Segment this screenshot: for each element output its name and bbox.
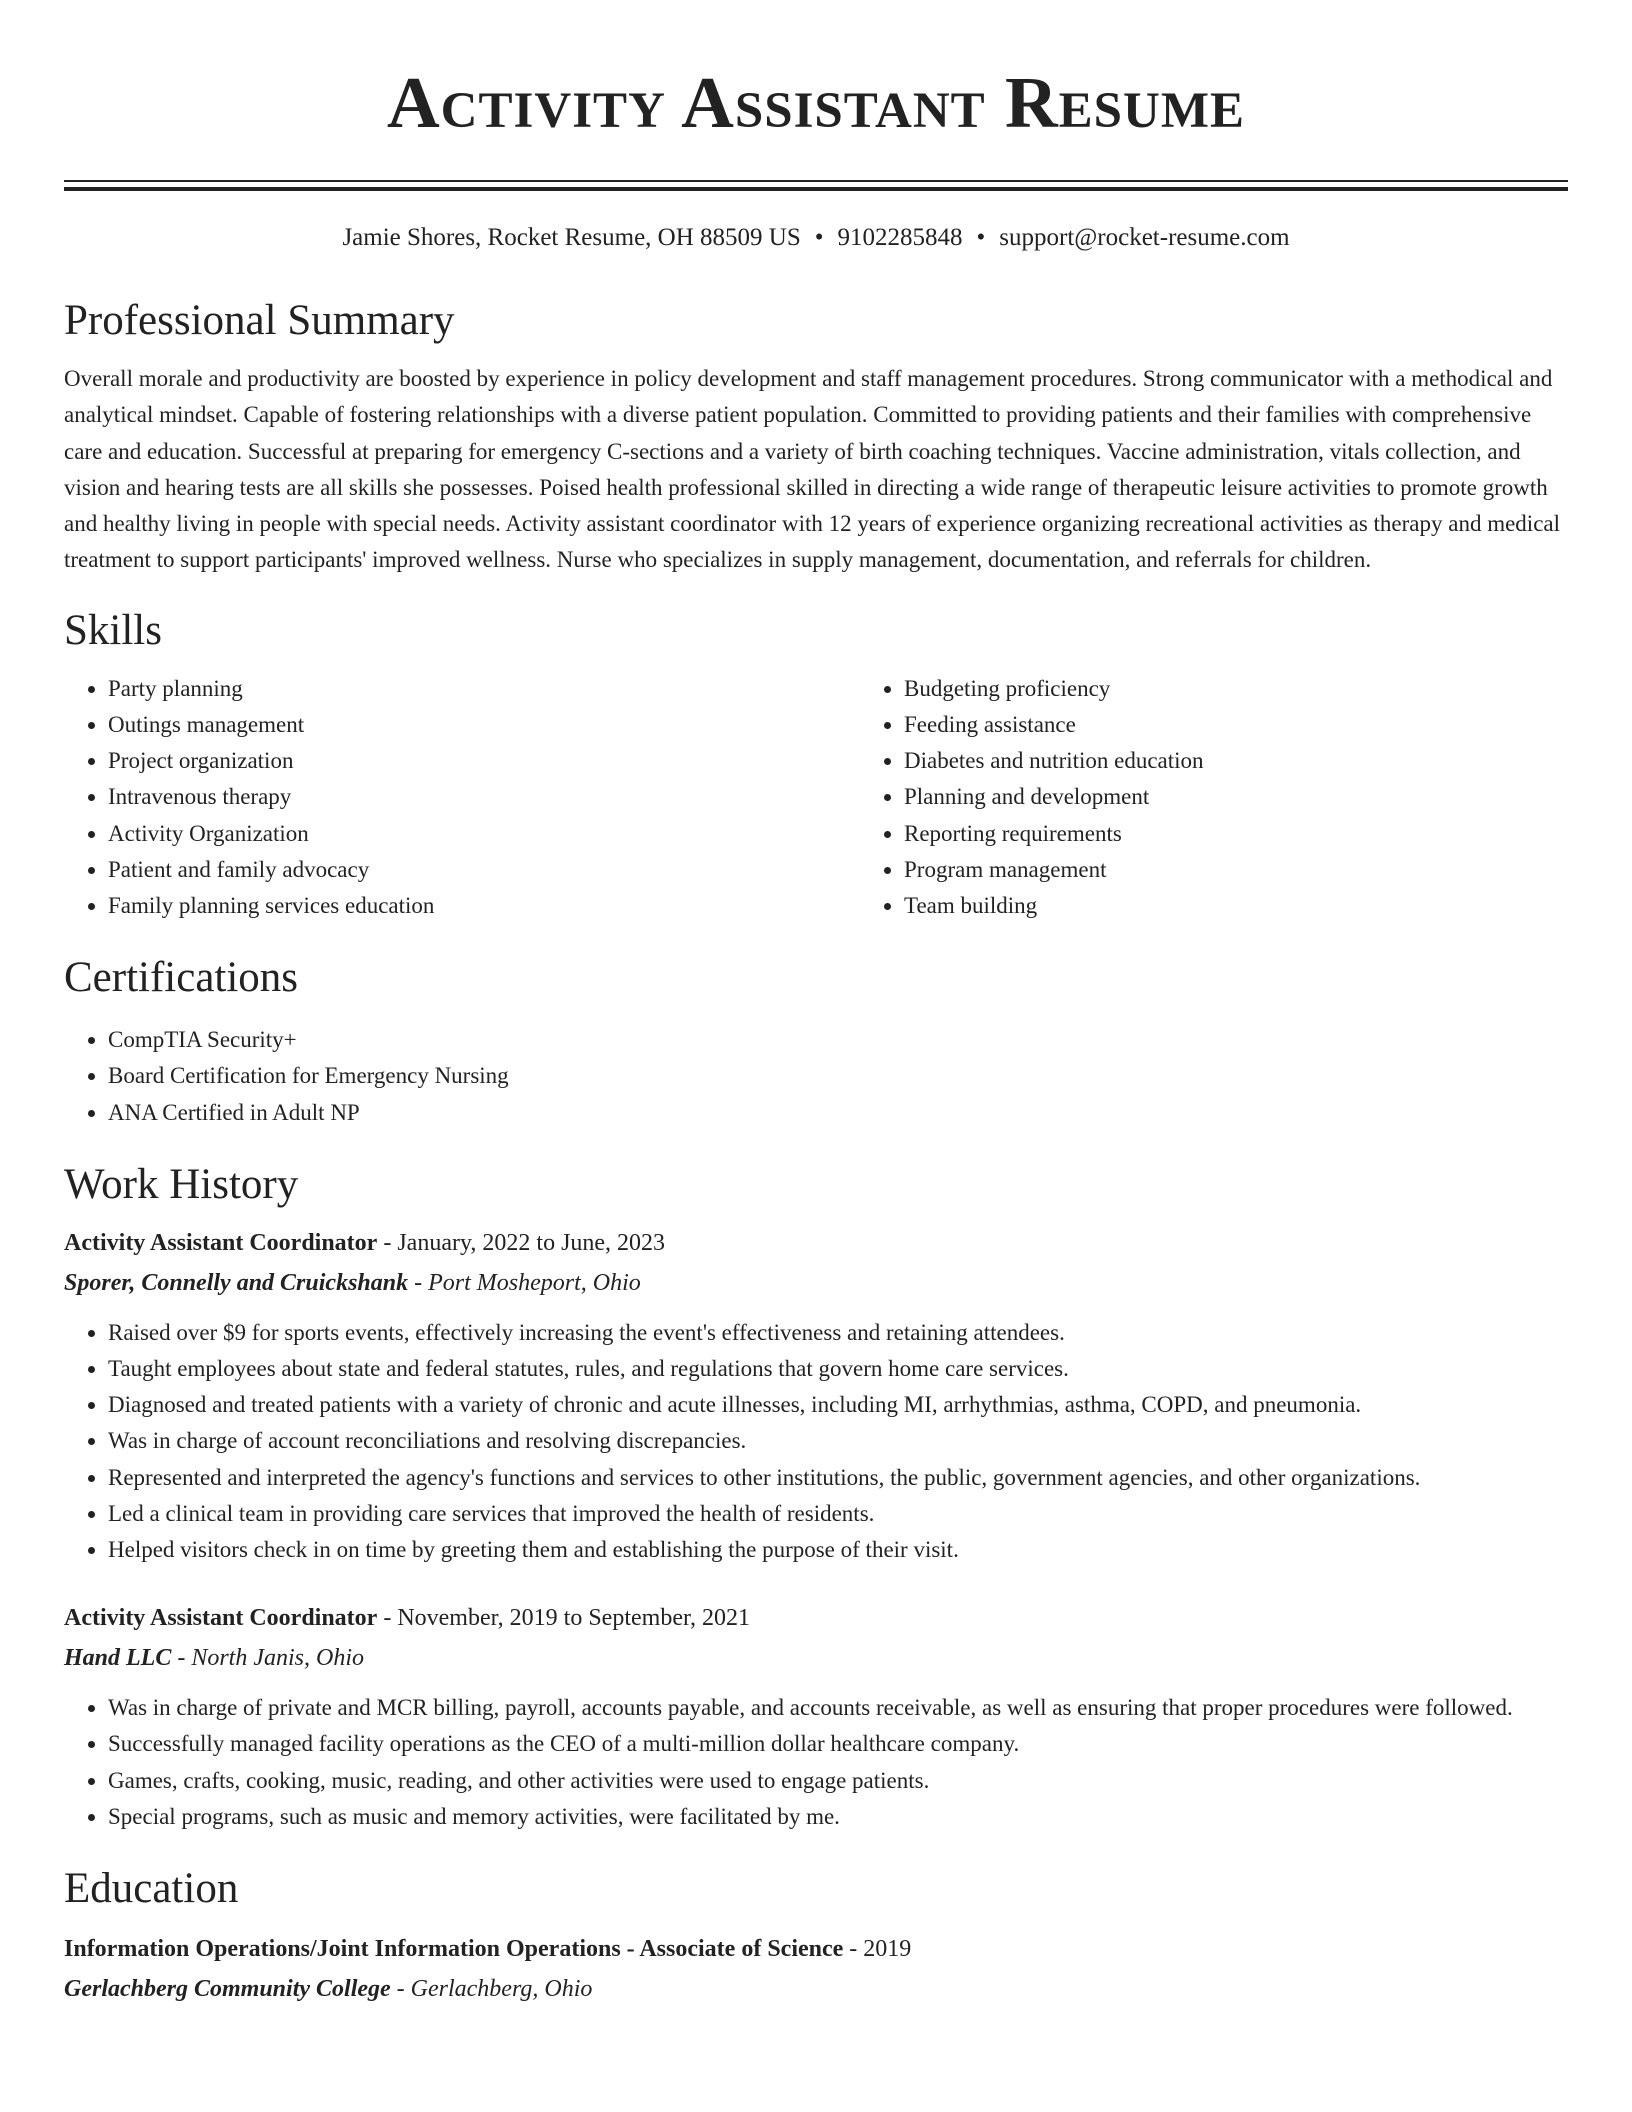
education-heading: Education (64, 1865, 239, 1913)
education-location: - Gerlachberg, Ohio (390, 1976, 593, 2003)
skills-heading: Skills (64, 606, 162, 654)
job-bullet: • Led a clinical team in providing care services that improved the health of residents. (108, 1496, 1568, 1532)
job-company-line (64, 1263, 1568, 1303)
skill-item: • Outings management (108, 707, 860, 743)
separator-dot: • (814, 224, 824, 251)
summary-heading: Professional Summary (64, 297, 455, 344)
job-title-line (64, 1598, 1568, 1638)
job-company: Hand LLC (64, 1645, 172, 1672)
job-bullet: • Raised over $9 for sports events, effectively increasing the event's effectiveness and retaining attendees. (108, 1315, 1568, 1351)
skill-item: • Diabetes and nutrition education (904, 743, 1632, 779)
job-entry (64, 1223, 1568, 1568)
certifications-list (64, 1022, 1568, 1131)
job-company: Sporer, Connelly and Cruickshank (64, 1269, 409, 1296)
separator-dot: • (976, 224, 986, 251)
certification-item: • Board Certification for Emergency Nursing (108, 1058, 1568, 1094)
skills-list-right (860, 671, 1632, 924)
skill-item: • Project organization (108, 743, 860, 779)
skill-item: • Family planning services education (108, 888, 860, 924)
job-dates: - November, 2019 to September, 2021 (377, 1605, 750, 1632)
work-history-heading: Work History (64, 1160, 299, 1208)
job-bullet: • Was in charge of account reconciliations and resolving discrepancies. (108, 1423, 1568, 1459)
job-bullets (64, 1690, 1568, 1835)
job-title: Activity Assistant Coordinator (64, 1229, 378, 1256)
skills-list-left (64, 671, 860, 924)
job-entry (64, 1598, 1568, 1835)
job-bullet: • Taught employees about state and federal statutes, rules, and regulations that govern home care services. (108, 1351, 1568, 1387)
skill-item: • Planning and development (904, 779, 1632, 815)
skill-item: • Team building (904, 888, 1632, 924)
contact-phone: 9102285848 (837, 224, 963, 251)
job-bullet: • Helped visitors check in on time by greeting them and establishing the purpose of their visit. (108, 1532, 1568, 1568)
skill-item: • Program management (904, 852, 1632, 888)
job-location: - Port Mosheport, Ohio (408, 1269, 641, 1296)
education-school-line (64, 1969, 1568, 2009)
job-bullet: • Was in charge of private and MCR billing, payroll, accounts payable, and accounts receivable, as well as ensuring that proper procedures were followed. (108, 1690, 1568, 1726)
education-degree: Information Operations/Joint Information Operations - Associate of Science (64, 1936, 844, 1963)
job-bullet: • Successfully managed facility operations as the CEO of a multi-million dollar healthcare company. (108, 1726, 1568, 1762)
job-bullet: • Diagnosed and treated patients with a variety of chronic and acute illnesses, including MI, arrhythmias, asthma, COPD, and pneumonia. (108, 1387, 1568, 1423)
skills-columns (64, 671, 1568, 924)
job-bullet: • Games, crafts, cooking, music, reading, and other activities were used to engage patients. (108, 1763, 1568, 1799)
certification-item: • ANA Certified in Adult NP (108, 1095, 1568, 1131)
job-dates: - January, 2022 to June, 2023 (377, 1229, 666, 1256)
job-bullet: • Special programs, such as music and memory activities, were facilitated by me. (108, 1799, 1568, 1835)
resume-title: Activity Assistant Resume (386, 62, 1246, 143)
contact-email: support@rocket-resume.com (999, 224, 1290, 251)
contact-line (64, 221, 1568, 255)
job-company-line (64, 1638, 1568, 1678)
skill-item: • Reporting requirements (904, 816, 1632, 852)
job-location: - North Janis, Ohio (171, 1645, 365, 1672)
skill-item: • Patient and family advocacy (108, 852, 860, 888)
skill-item: • Feeding assistance (904, 707, 1632, 743)
job-title-line (64, 1223, 1568, 1263)
education-entry (64, 1929, 1568, 2009)
job-title: Activity Assistant Coordinator (64, 1605, 378, 1632)
title-divider (64, 180, 1568, 191)
certifications-heading: Certifications (64, 954, 299, 1002)
education-degree-line (64, 1929, 1568, 1969)
skill-item: • Budgeting proficiency (904, 671, 1632, 707)
contact-address: Jamie Shores, Rocket Resume, OH 88509 US (342, 224, 801, 251)
certification-item: • CompTIA Security+ (108, 1022, 1568, 1058)
job-bullet: • Represented and interpreted the agency's functions and services to other institutions, the public, government agencies, and other organizations. (108, 1460, 1568, 1496)
education-year: - 2019 (843, 1936, 912, 1963)
education-school: Gerlachberg Community College (64, 1976, 391, 2003)
job-bullets (64, 1315, 1568, 1568)
skill-item: • Activity Organization (108, 816, 860, 852)
skill-item: • Intravenous therapy (108, 779, 860, 815)
skill-item: • Party planning (108, 671, 860, 707)
summary-text: Overall morale and productivity are boosted by experience in policy development and staff management procedures. Strong communicator with a methodical and analytical mindset. Capable of fostering relationships with a diverse patient population. Committed to providing patients and their families with comprehensive care and education. Successful at preparing for emergency C-sections and a variety of birth coaching techniques. Vaccine administration, vitals collection, and vision and hearing tests are all skills she possesses. Poised health professional skilled in directing a wide range of therapeutic leisure activities to promote growth and healthy living in people with special needs. Activity assistant coordinator with 12 years of experience organizing recreational activities as therapy and medical treatment to support participants' improved wellness. Nurse who specializes in supply management, documentation, and referrals for children. (64, 366, 1560, 573)
